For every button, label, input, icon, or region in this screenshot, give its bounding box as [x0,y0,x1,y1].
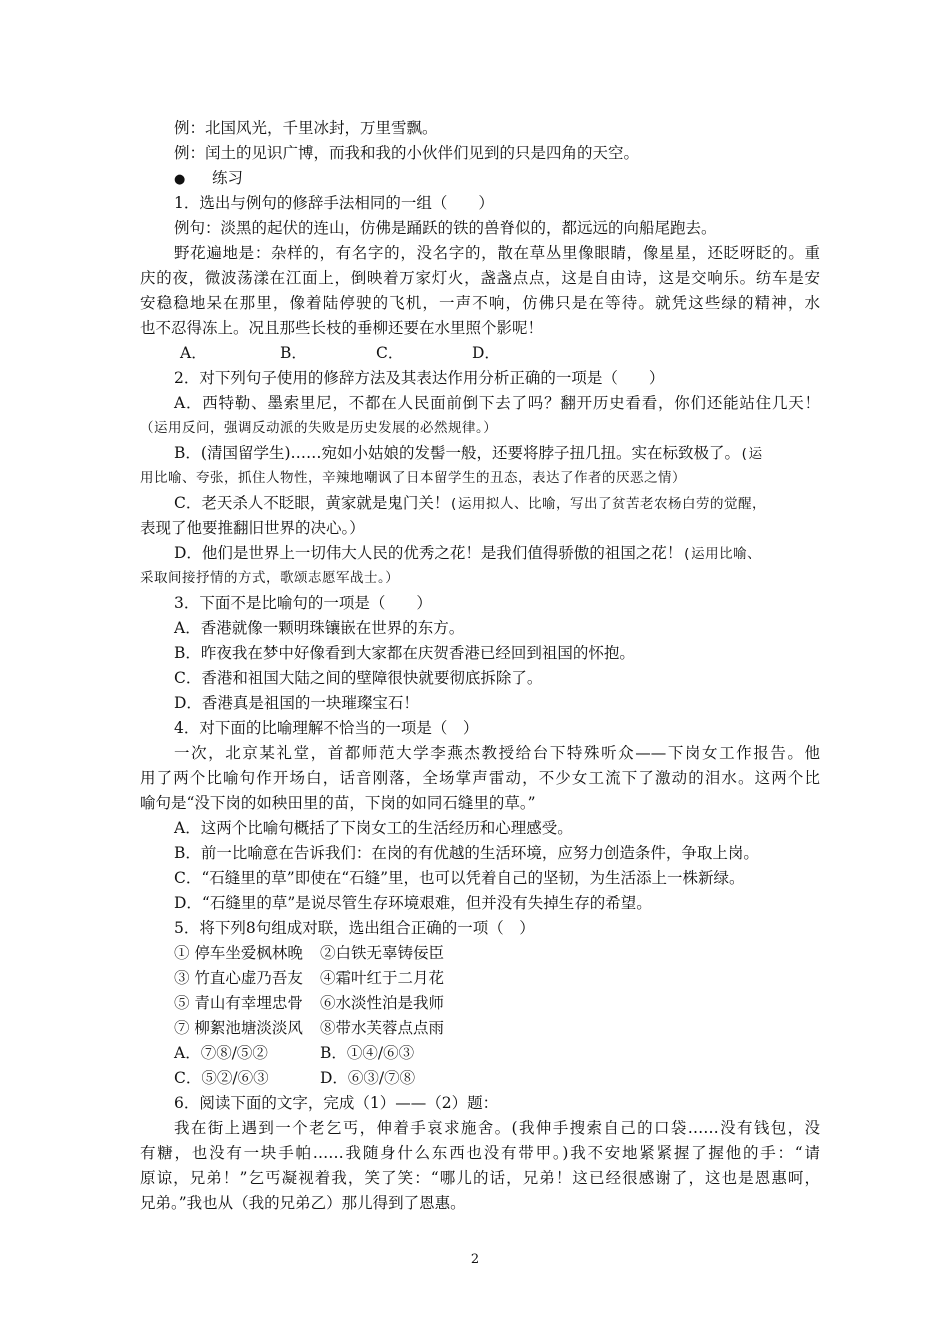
question-4-option-b: B．前一比喻意在告诉我们：在岗的有优越的生活环境，应努力创造条件，争取上岗。 [174,844,759,862]
question-1-options [140,341,820,366]
couplet-row [140,1016,820,1041]
couplet-line: ① 停车坐爱枫林晚 [174,944,303,962]
question-4-option-a: A．这两个比喻句概括了下岗女工的生活经历和心理感受。 [174,819,573,837]
question-4-stem: 4．对下面的比喻理解不恰当的一项是（ ） [174,719,479,737]
answer-row [140,1041,820,1066]
question-6-stem: 6．阅读下面的文字，完成（1）——（2）题： [174,1094,499,1112]
couplet-line: ②白铁无辜铸佞臣 [320,944,445,962]
question-4-option-d: D．“石缝里的草”是说尽管生存环境艰难，但并没有失掉生存的希望。 [174,894,652,912]
question-2-option-b [140,441,820,466]
question-2-option-d [140,541,820,566]
page-content [140,116,820,1216]
answer-row [140,1066,820,1091]
question-1-example: 例句：淡黑的起伏的连山，仿佛是踊跃的铁的兽脊似的，都远远的向船尾跑去。 [174,219,717,237]
page-number: 2 [470,1252,480,1267]
question-2-option-b-note: 用比喻、夸张，抓住人物性，辛辣地嘲讽了日本留学生的丑态，表达了作者的厌恶之情） [140,470,686,486]
question-1-passage-line: 安稳稳地呆在那里，像着陆停驶的飞机，一声不响，仿佛只是在等待。就凭这些绿的精神，水 [140,294,820,312]
question-2-option-d-note: 采取间接抒情的方式，歌颂志愿军战士。） [140,570,400,586]
question-5-stem: 5．将下列8句组成对联，选出组合正确的一项（ ） [174,919,535,937]
bullet-icon: ● [174,172,186,187]
question-3-stem: 3．下面不是比喻句的一项是（ ） [174,594,432,612]
question-3-option-c: C．香港和祖国大陆之间的壁障很快就要彻底拆除了。 [174,669,543,687]
practice-label: 练习 [212,169,244,187]
question-1-stem: 1．选出与例句的修辞手法相同的一组（ ） [174,194,494,212]
couplet-line: ③ 竹直心虚乃吾友 [174,969,303,987]
couplet-line: ⑧带水芙蓉点点雨 [320,1019,445,1037]
question-6-passage-line: 我在街上遇到一个老乞丐，伸着手哀求施舍。(我伸手搜索自己的口袋……没有钱包，没 [174,1119,820,1137]
example-line: 例：闰土的见识广博，而我和我的小伙伴们见到的只是四角的天空。 [174,144,640,162]
question-3-option-b: B．昨夜我在梦中好像看到大家都在庆贺香港已经回到祖国的怀抱。 [174,644,635,662]
question-1-passage-line: 野花遍地是：杂样的，有名字的，没名字的，散在草丛里像眼睛，像星星，还眨呀眨的。重 [174,244,820,262]
answer-option: B．①④/⑥③ [320,1044,415,1062]
couplet-line: ⑥水淡性泊是我师 [320,994,445,1012]
option-b-note: (运 [740,446,763,462]
option-d-text: D．他们是世界上一切伟大人民的优秀之花！是我们值得骄傲的祖国之花！ [174,544,683,562]
practice-heading [140,166,820,191]
question-1-passage-line: 庆的夜，微波荡漾在江面上，倒映着万家灯火，盏盏点点，这是自由诗，这是交响乐。纺车是安 [140,269,820,287]
question-3-option-d: D．香港真是祖国的一块璀璨宝石！ [174,694,419,712]
question-6-passage-line: 兄弟。”我也从（我的兄弟乙）那儿得到了恩惠。 [140,1194,466,1212]
question-4-passage-line: 用了两个比喻句作开场白，话音刚落，全场掌声雷动，不少女工流下了激动的泪水。这两个比 [140,769,820,787]
couplet-row [140,941,820,966]
couplet-line: ④霜叶红于二月花 [320,969,445,987]
couplet-line: ⑦ 柳絮池塘淡淡风 [174,1019,303,1037]
couplet-line: ⑤ 青山有幸埋忠骨 [174,994,303,1012]
question-2-option-a: A．西特勒、墨索里尼，不都在人民面前倒下去了吗？翻开历史看看，你们还能站住几天！ [174,394,820,412]
question-2-option-c-note: 表现了他要推翻旧世界的决心。） [140,519,365,537]
option-c-note: (运用拟人、比喻，写出了贫苦老农杨白劳的觉醒， [449,496,767,512]
couplet-row [140,991,820,1016]
question-4-passage-line: 一次，北京某礼堂，首都师范大学李燕杰教授给台下特殊听众——下岗女工作报告。他 [174,744,820,762]
question-2-option-c [140,491,820,516]
question-6-passage-line: 原谅，兄弟！”乞丐凝视着我，笑了笑：“哪儿的话，兄弟！这已经很感谢了，这也是恩惠呵， [140,1169,820,1187]
option-c-text: C．老天杀人不眨眼，黄家就是鬼门关！ [174,494,450,512]
question-2-option-a-note: （运用反问，强调反动派的失败是历史发展的必然规律。） [140,420,498,436]
answer-option: C．⑤②/⑥③ [174,1069,269,1087]
question-2-stem: 2．对下列句子使用的修辞方法及其表达作用分析正确的一项是（ ） [174,369,665,387]
option-d: D． [472,344,500,362]
answer-option: D．⑥③/⑦⑧ [320,1069,416,1087]
answer-option: A．⑦⑧/⑤② [174,1044,268,1062]
option-b: B． [280,344,307,362]
question-4-option-c: C．“石缝里的草”即使在“石缝”里，也可以凭着自己的坚韧，为生活添上一株新绿。 [174,869,745,887]
couplet-row [140,966,820,991]
option-b-text: B．(清国留学生)……宛如小姑娘的发髻一般，还要将脖子扭几扭。实在标致极了。 [174,444,740,462]
option-c: C． [376,344,404,362]
option-a: A． [180,344,207,362]
question-1-passage-line: 也不忍得冻上。况且那些长枝的垂柳还要在水里照个影呢！ [140,319,544,337]
question-3-option-a: A．香港就像一颗明珠镶嵌在世界的东方。 [174,619,465,637]
option-d-note: (运用比喻、 [682,546,762,562]
example-line: 例：北国风光，千里冰封，万里雪飘。 [174,119,438,137]
question-6-passage-line: 有糖，也没有一块手帕……我随身什么东西也没有带甲。)我不安地紧紧握了握他的手：“请 [140,1144,820,1162]
question-4-passage-line: 喻句是“没下岗的如秧田里的苗，下岗的如同石缝里的草。” [140,794,536,812]
